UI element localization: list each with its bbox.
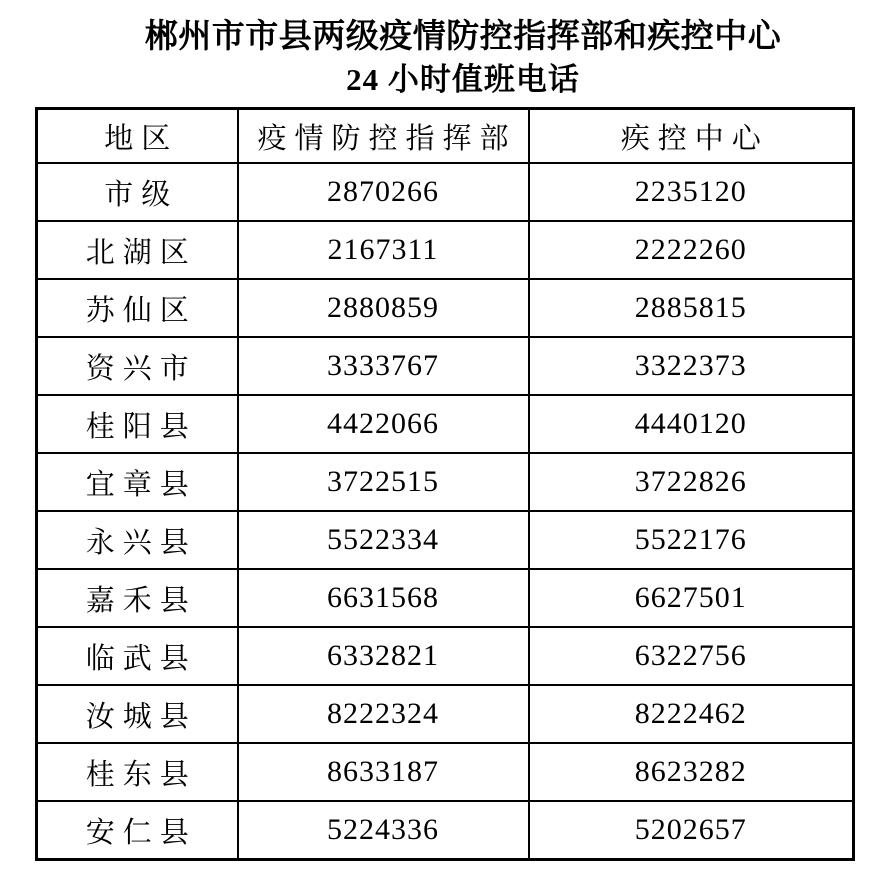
cdc-phone-cell: 5522176 — [529, 511, 854, 569]
region-cell: 临武县 — [37, 627, 238, 685]
cdc-phone-cell: 8222462 — [529, 685, 854, 743]
cdc-phone-cell: 2235120 — [529, 163, 854, 221]
table-row — [37, 337, 854, 395]
command-phone-cell: 3333767 — [238, 337, 529, 395]
region-cell: 安仁县 — [37, 801, 238, 860]
phone-directory-table — [35, 107, 855, 861]
table-row — [37, 221, 854, 279]
table-row — [37, 801, 854, 860]
command-phone-cell: 8633187 — [238, 743, 529, 801]
region-cell: 宜章县 — [37, 453, 238, 511]
region-cell: 汝城县 — [37, 685, 238, 743]
command-phone-cell: 6332821 — [238, 627, 529, 685]
table-row — [37, 395, 854, 453]
cdc-phone-cell: 3322373 — [529, 337, 854, 395]
command-phone-cell: 2167311 — [238, 221, 529, 279]
table-row — [37, 163, 854, 221]
command-phone-cell: 6631568 — [238, 569, 529, 627]
table-row — [37, 453, 854, 511]
table-row — [37, 685, 854, 743]
header-region: 地区 — [37, 109, 238, 164]
cdc-phone-cell: 2885815 — [529, 279, 854, 337]
cdc-phone-cell: 4440120 — [529, 395, 854, 453]
header-cdc-center: 疾控中心 — [529, 109, 854, 164]
title-line-2: 24 小时值班电话 — [346, 62, 580, 97]
region-cell: 桂东县 — [37, 743, 238, 801]
cdc-phone-cell: 2222260 — [529, 221, 854, 279]
table-header — [37, 109, 854, 164]
region-cell: 桂阳县 — [37, 395, 238, 453]
table-body — [37, 163, 854, 860]
cdc-phone-cell: 3722826 — [529, 453, 854, 511]
region-cell: 苏仙区 — [37, 279, 238, 337]
command-phone-cell: 2880859 — [238, 279, 529, 337]
table-row — [37, 627, 854, 685]
command-phone-cell: 3722515 — [238, 453, 529, 511]
command-phone-cell: 5522334 — [238, 511, 529, 569]
cdc-phone-cell: 5202657 — [529, 801, 854, 860]
region-cell: 资兴市 — [37, 337, 238, 395]
command-phone-cell: 5224336 — [238, 801, 529, 860]
header-row — [37, 109, 854, 164]
region-cell: 北湖区 — [37, 221, 238, 279]
cdc-phone-cell: 8623282 — [529, 743, 854, 801]
command-phone-cell: 4422066 — [238, 395, 529, 453]
command-phone-cell: 2870266 — [238, 163, 529, 221]
table-row — [37, 569, 854, 627]
region-cell: 永兴县 — [37, 511, 238, 569]
title-line-1: 郴州市市县两级疫情防控指挥部和疾控中心 — [144, 19, 782, 55]
table-row — [37, 743, 854, 801]
cdc-phone-cell: 6322756 — [529, 627, 854, 685]
table-row — [37, 511, 854, 569]
region-cell: 市级 — [37, 163, 238, 221]
region-cell: 嘉禾县 — [37, 569, 238, 627]
command-phone-cell: 8222324 — [238, 685, 529, 743]
cdc-phone-cell: 6627501 — [529, 569, 854, 627]
document-title — [40, 14, 886, 100]
header-command-center: 疫情防控指挥部 — [238, 109, 529, 164]
table-row — [37, 279, 854, 337]
